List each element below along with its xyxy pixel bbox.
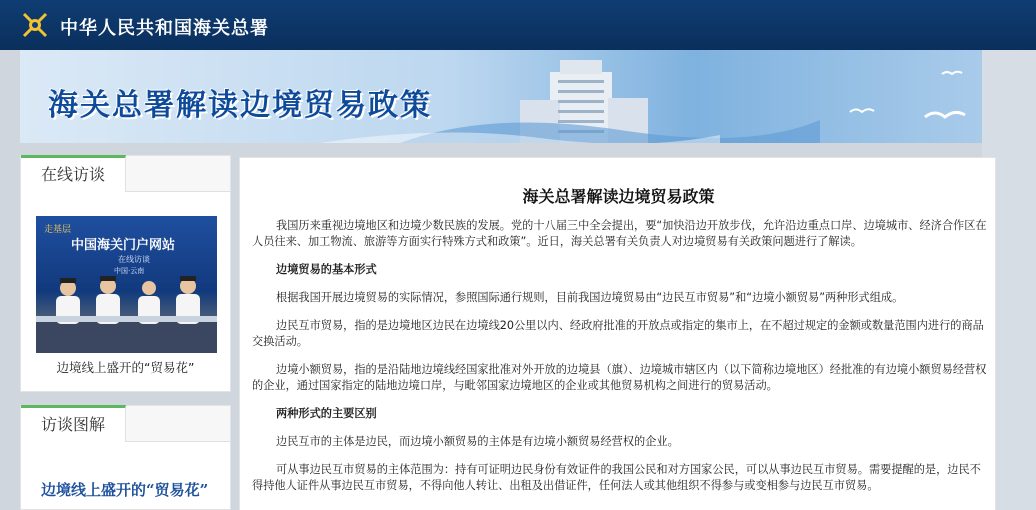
site-header	[0, 0, 1036, 50]
interview-caption-link[interactable]: 边境线上盛开的“贸易花”	[56, 360, 195, 375]
section-heading: 边境贸易的基本形式	[276, 263, 377, 276]
infographic-title-link[interactable]: 边境线上盛开的“贸易花”	[41, 481, 209, 499]
site-title[interactable]: 中华人民共和国海关总署	[60, 18, 269, 39]
photo-title-text: 中国海关门户网站	[71, 238, 176, 253]
graphic-box-header	[21, 406, 230, 442]
interview-box	[20, 155, 231, 392]
page-banner	[20, 50, 982, 143]
customs-emblem-icon[interactable]	[20, 10, 50, 40]
tab-online-interview[interactable]: 在线访谈	[21, 155, 126, 192]
article-paragraph: 边民互市的主体是边民，而边境小额贸易的主体是有边境小额贸易经营权的企业。	[276, 435, 679, 448]
banner-title: 海关总署解读边境贸易政策	[48, 88, 432, 123]
article-paragraph: 边民互市贸易，指的是边境地区边民在边境线20公里以内、经政府批准的开放点或指定的集市上，在不超过规定的金额或数量范围内进行的商品交换活动。	[252, 319, 984, 348]
article-paragraph: 根据我国开展边境贸易的实际情况，参照国际通行规则，目前我国边境贸易由“边民互市贸易”和“边境小额贸易”两种形式组成。	[276, 291, 904, 304]
photo-location-text: 中国·云南	[114, 267, 145, 275]
interview-people-illustration	[36, 216, 217, 353]
article-paragraph: 可从事边民互市贸易的主体范围为：持有可证明边民身份有效证件的我国公民和对方国家公民，可以从事边民互市贸易。需要提醒的是，边民不得持他人证件从事边民互市贸易，不得向他人转让、出租及出借证件，任何法人或其他组织不得参与或变相参与边民互市贸易。	[252, 463, 981, 492]
interview-photo[interactable]	[36, 216, 217, 353]
photo-subtitle-text: 在线访谈	[118, 255, 150, 264]
section-heading: 两种形式的主要区别	[276, 407, 377, 420]
interview-box-header	[21, 156, 230, 192]
article-paragraph: 我国历来重视边境地区和边境少数民族的发展。党的十八届三中全会提出，要“加快沿边开放步伐，允许沿边重点口岸、边境城市、经济合作区在人员往来、加工物流、旅游等方面实行特殊方式和政策”。近日，海关总署有关负责人对边境贸易有关政策问题进行了解读。	[252, 219, 987, 248]
tab-interview-graphic[interactable]: 访谈图解	[21, 405, 126, 442]
article-panel	[239, 157, 996, 510]
photo-corner-text: 走基层	[44, 225, 72, 235]
graphic-box	[20, 405, 231, 510]
article-title: 海关总署解读边境贸易政策	[522, 187, 715, 206]
article-paragraph: 边境小额贸易，指的是沿陆地边境线经国家批准对外开放的边境县（旗）、边境城市辖区内（以下简称边境地区）经批准的有边境小额贸易经营权的企业，通过国家指定的陆地边境口岸，与毗邻国家边境地区的企业或其他贸易机构之间进行的贸易活动。	[252, 363, 987, 392]
